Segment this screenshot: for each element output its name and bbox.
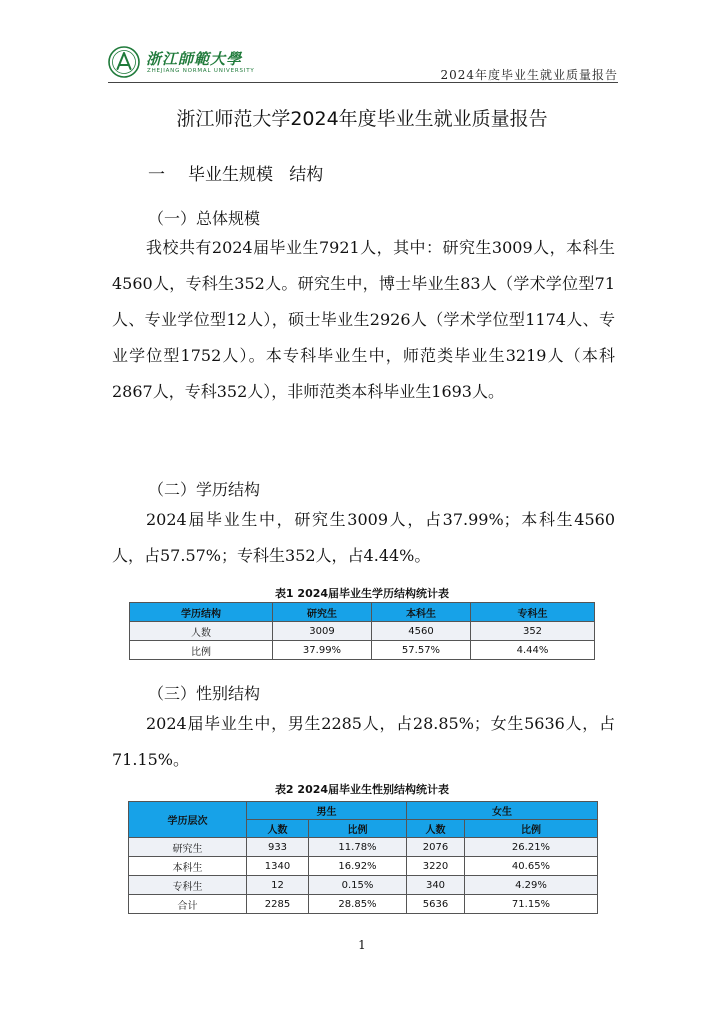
table-cell: 352 xyxy=(471,622,595,641)
table-header-cell: 学历结构 xyxy=(130,603,273,622)
table-cell: 合计 xyxy=(129,895,247,914)
document-title: 浙江师范大学2024年度毕业生就业质量报告 xyxy=(176,108,548,130)
table-cell: 12 xyxy=(247,876,309,895)
paragraph-gender-structure: 2024届毕业生中，男生2285人，占28.85%；女生5636人，占71.15%。 xyxy=(112,714,615,769)
paragraph-education-structure: 2024届毕业生中，研究生3009人，占37.99%；本科生4560人，占57.57%；专科生352人，占4.44%。 xyxy=(112,510,615,565)
table-cell: 专科生 xyxy=(129,876,247,895)
table-cell: 57.57% xyxy=(372,641,471,660)
table-cell: 比例 xyxy=(130,641,273,660)
logo-chinese-name: 浙江師範大學 xyxy=(146,50,243,68)
table-header-cell: 学历层次 xyxy=(129,802,247,838)
header-divider xyxy=(108,82,618,83)
table-row xyxy=(129,838,598,857)
table-header-cell: 男生 xyxy=(247,802,407,820)
page-number: 1 xyxy=(358,938,366,952)
table-cell: 933 xyxy=(247,838,309,857)
education-structure-table xyxy=(129,602,595,660)
logo-english-name: ZHEJIANG NORMAL UNIVERSITY xyxy=(147,68,255,74)
table-row xyxy=(129,895,598,914)
section-heading-1 xyxy=(148,160,323,185)
table-cell: 1340 xyxy=(247,857,309,876)
table-cell: 2076 xyxy=(407,838,465,857)
table-cell: 本科生 xyxy=(129,857,247,876)
table-cell: 人数 xyxy=(130,622,273,641)
section-title: 毕业生规模 结构 xyxy=(188,165,324,185)
table-cell: 37.99% xyxy=(273,641,372,660)
table-cell: 4560 xyxy=(372,622,471,641)
table-cell: 26.21% xyxy=(465,838,598,857)
table-cell: 11.78% xyxy=(309,838,407,857)
table-header-cell: 比例 xyxy=(465,820,598,838)
table-cell: 71.15% xyxy=(465,895,598,914)
subsection-heading-education-structure: （二）学历结构 xyxy=(148,480,261,499)
table-cell: 2285 xyxy=(247,895,309,914)
table-cell: 0.15% xyxy=(309,876,407,895)
table-header-cell: 人数 xyxy=(247,820,309,838)
table2-caption: 表2 2024届毕业生性别结构统计表 xyxy=(274,783,450,796)
table-cell: 28.85% xyxy=(309,895,407,914)
table-cell: 4.44% xyxy=(471,641,595,660)
table-row xyxy=(130,622,595,641)
subsection-heading-overall-scale: （一）总体规模 xyxy=(148,209,261,228)
table-row xyxy=(130,641,595,660)
table-cell: 340 xyxy=(407,876,465,895)
table-cell: 研究生 xyxy=(129,838,247,857)
subsection-heading-gender-structure: （三）性别结构 xyxy=(148,684,261,703)
table-header-cell: 人数 xyxy=(407,820,465,838)
table-cell: 3220 xyxy=(407,857,465,876)
section-number: 一 xyxy=(148,165,165,185)
university-logo-icon xyxy=(108,46,140,78)
table1-caption: 表1 2024届毕业生学历结构统计表 xyxy=(274,587,450,600)
table-header-cell: 专科生 xyxy=(471,603,595,622)
table-row xyxy=(129,857,598,876)
table-header-cell: 女生 xyxy=(407,802,598,820)
table-cell: 4.29% xyxy=(465,876,598,895)
gender-structure-table xyxy=(128,801,598,914)
paragraph-overall-scale: 我校共有2024届毕业生7921人，其中：研究生3009人，本科生4560人，专科生352人。研究生中，博士毕业生83人（学术学位型71人、专业学位型12人），硕士毕业生2926人（学术学位型1174人、专业学位型1752人）。本专科毕业生中，师范类毕业生3219人（本科2867人，专科352人），非师范类本科毕业生1693人。 xyxy=(112,238,615,401)
page-header xyxy=(108,46,618,82)
table-row xyxy=(129,876,598,895)
table-cell: 40.65% xyxy=(465,857,598,876)
header-report-title: 2024年度毕业生就业质量报告 xyxy=(440,68,618,82)
table-header-cell: 研究生 xyxy=(273,603,372,622)
table-cell: 16.92% xyxy=(309,857,407,876)
table-header-cell: 本科生 xyxy=(372,603,471,622)
table-cell: 5636 xyxy=(407,895,465,914)
table-cell: 3009 xyxy=(273,622,372,641)
table-header-cell: 比例 xyxy=(309,820,407,838)
